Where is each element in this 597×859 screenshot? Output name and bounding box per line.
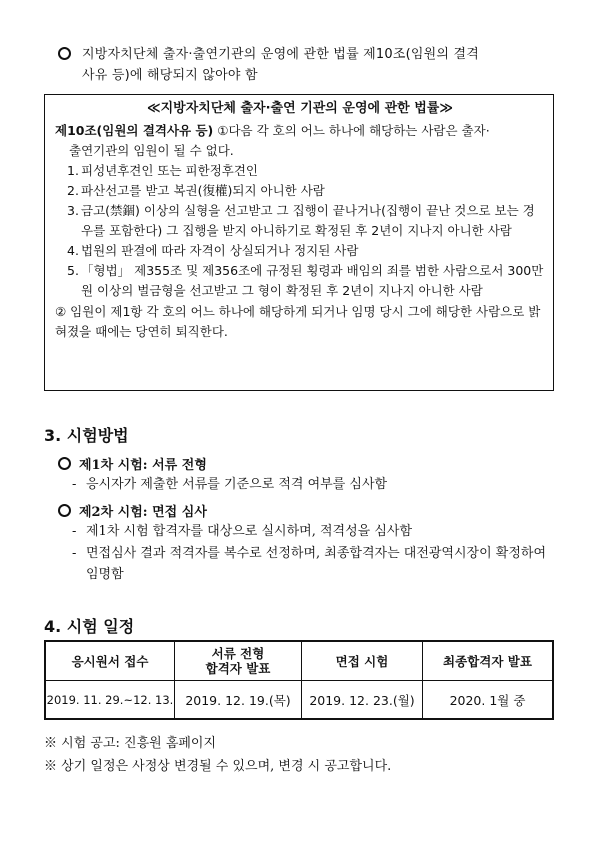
law-item — [55, 261, 545, 301]
header-cell: 면접 시험 — [302, 641, 423, 681]
step-1-bullet — [58, 454, 207, 473]
intro-line-2: 사유 등)에 해당되지 않아야 함 — [82, 68, 258, 83]
dash-marker: - — [72, 524, 77, 539]
circle-bullet-icon — [58, 47, 71, 60]
article-label: 제10조(임원의 결격사유 등) — [55, 123, 214, 138]
law-item — [55, 161, 545, 181]
step-1-detail-text: 응시자가 제출한 서류를 기준으로 적격 여부를 심사함 — [86, 477, 388, 492]
step-2-detail-1 — [72, 521, 552, 542]
note-announcement: ※ 시험 공고: 진흥원 홈페이지 — [44, 736, 217, 751]
item-number: 5. — [67, 263, 79, 278]
step-2-detail-1-text: 제1차 시험 합격자를 대상으로 실시하며, 적격성을 심사함 — [86, 524, 413, 539]
item-number: 2. — [67, 183, 79, 198]
step-2-label: 제2차 시험: 면접 심사 — [79, 505, 207, 520]
table-cell: 2019. 12. 19.(목) — [175, 681, 302, 720]
note-schedule-change: ※ 상기 일정은 사정상 변경될 수 있으며, 변경 시 공고합니다. — [44, 759, 392, 774]
dash-marker: - — [72, 546, 77, 561]
header-cell: 최종합격자 발표 — [423, 641, 554, 681]
table-row — [45, 681, 553, 720]
header-cell: 응시원서 접수 — [45, 641, 175, 681]
law-excerpt-box — [44, 94, 554, 391]
table-header-row — [45, 641, 553, 681]
section-4-heading: 4. 시험 일정 — [44, 617, 135, 636]
item-text: 금고(禁錮) 이상의 실형을 선고받고 그 집행이 끝나거나(집행이 끝난 것으로 보는 경우를 포함한다) 그 집행을 받지 아니하기로 확정된 후 2년이 지나지 아니한 사람 — [81, 203, 535, 238]
item-text: 피성년후견인 또는 피한정후견인 — [81, 163, 258, 178]
step-1-label: 제1차 시험: 서류 전형 — [79, 458, 207, 473]
header-cell: 서류 전형 합격자 발표 — [175, 641, 302, 681]
circle-bullet-icon — [58, 504, 71, 517]
dash-marker: - — [72, 477, 77, 492]
step-2-detail-2-text: 면접심사 결과 적격자를 복수로 선정하며, 최종합격자는 대전광역시장이 확정하여 임명함 — [86, 546, 547, 582]
intro-bullet — [58, 44, 558, 86]
step-1-detail — [72, 474, 552, 495]
item-number: 4. — [67, 243, 79, 258]
intro-line-1: 지방자치단체 출자·출연기관의 운영에 관한 법률 제10조(임원의 결격 — [82, 47, 480, 62]
article-heading — [55, 121, 545, 141]
item-number: 1. — [67, 163, 79, 178]
table-cell: 2020. 1월 중 — [423, 681, 554, 720]
table-cell: 2019. 11. 29.~12. 13. — [45, 681, 175, 720]
table-cell: 2019. 12. 23.(월) — [302, 681, 423, 720]
section-3-heading: 3. 시험방법 — [44, 426, 129, 445]
article-text: ①다음 각 호의 어느 하나에 해당하는 사람은 출자· — [213, 123, 490, 138]
item-text: 파산선고를 받고 복권(復權)되지 아니한 사람 — [81, 183, 325, 198]
item-text: 「형법」 제355조 및 제356조에 규정된 횡령과 배임의 죄를 범한 사람으로서 300만원 이상의 벌금형을 선고받고 그 형이 확정된 후 2년이 지나지 아니한 사람 — [81, 263, 544, 298]
law-title: ≪지방자치단체 출자·출연 기관의 운영에 관한 법률≫ — [147, 101, 453, 116]
intro-text — [82, 44, 479, 86]
article-line-2: 출연기관의 임원이 될 수 없다. — [69, 143, 234, 158]
schedule-table — [44, 640, 554, 720]
law-item — [55, 201, 545, 241]
law-item — [55, 241, 545, 261]
circle-bullet-icon — [58, 457, 71, 470]
step-2-bullet — [58, 501, 207, 520]
step-2-detail-2 — [72, 543, 554, 585]
paragraph-2: ② 임원이 제1항 각 호의 어느 하나에 해당하게 되거나 임명 당시 그에 해당한 사람으로 밝혀졌을 때에는 당연히 퇴직한다. — [55, 304, 541, 339]
item-text: 법원의 판결에 따라 자격이 상실되거나 정지된 사람 — [81, 243, 359, 258]
law-item — [55, 181, 545, 201]
item-number: 3. — [67, 203, 79, 218]
